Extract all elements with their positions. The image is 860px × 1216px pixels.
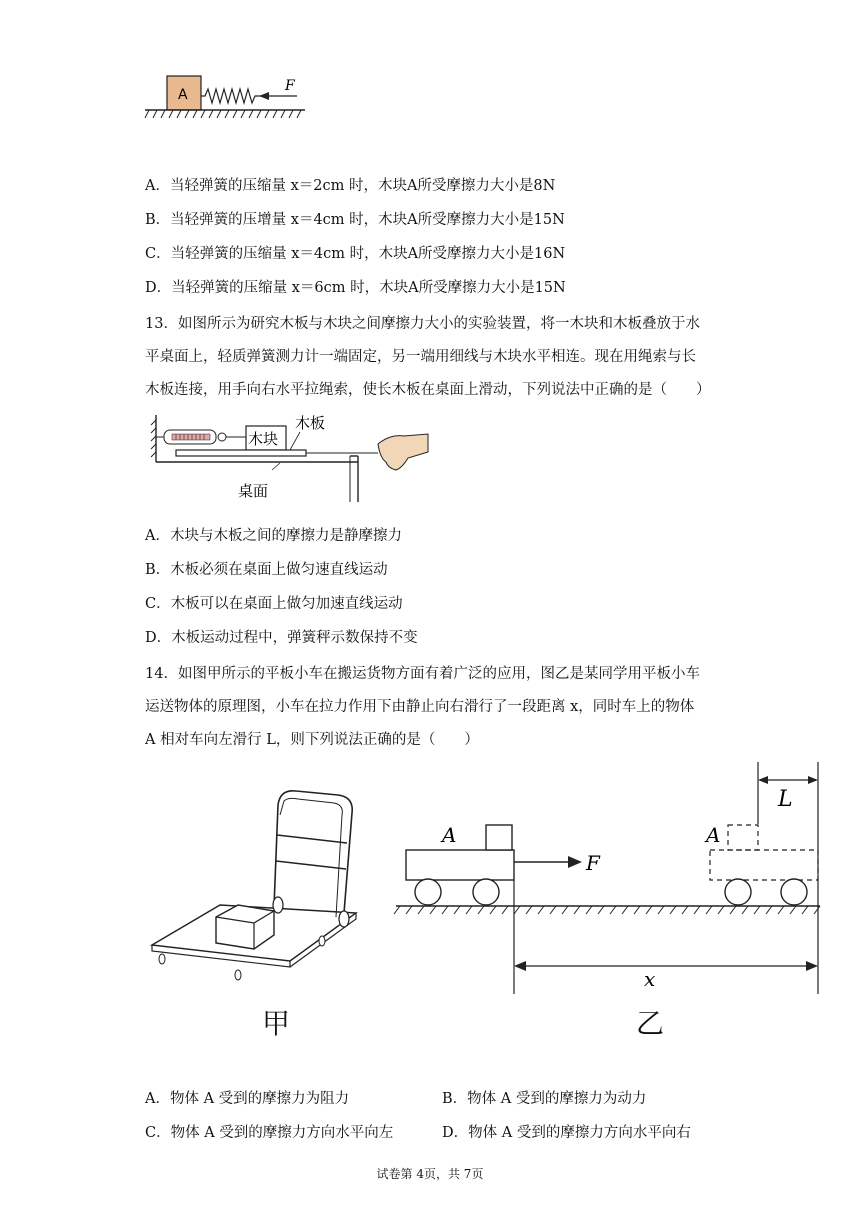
label-f: F xyxy=(586,851,600,875)
label-l: L xyxy=(778,787,793,812)
spring xyxy=(201,89,259,103)
label-x: x xyxy=(644,967,656,991)
hand-icon xyxy=(378,434,428,470)
q12-option-d: D．当轻弹簧的压缩量 x＝6cm 时，木块A所受摩擦力大小是15N xyxy=(145,280,566,296)
force-arrow-icon xyxy=(259,92,269,100)
q13-option-b: B．木板必须在桌面上做匀速直线运动 xyxy=(145,562,388,578)
cart-final xyxy=(710,850,818,880)
q13-option-a: A．木块与木板之间的摩擦力是静摩擦力 xyxy=(145,528,402,544)
object-a-initial xyxy=(486,825,512,850)
q14-line-3: A 相对车向左滑行 L，则下列说法正确的是（ ） xyxy=(145,732,479,748)
wood-board xyxy=(176,450,306,456)
q14-line-1: 14．如图甲所示的平板小车在搬运货物方面有着广泛的应用，图乙是某同学用平板小车 xyxy=(145,666,700,682)
wood-board-label: 木板 xyxy=(295,414,326,432)
page-footer: 试卷第 4页，共 7页 xyxy=(376,1167,484,1181)
q14-option-d: D．物体 A 受到的摩擦力方向水平向右 xyxy=(442,1125,691,1141)
q13-line-2: 平桌面上，轻质弹簧测力计一端固定，另一端用细线与木块水平相连。现在用绳索与长 xyxy=(145,349,696,365)
label-a-final: A xyxy=(706,823,721,847)
q12-option-c: C．当轻弹簧的压缩量 x＝4cm 时，木块A所受摩擦力大小是16N xyxy=(145,246,566,262)
q14-option-a: A．物体 A 受到的摩擦力为阻力 xyxy=(145,1091,350,1107)
q13-line-3: 木板连接，用手向右水平拉绳索，使长木板在桌面上滑动，下列说法中正确的是（ ） xyxy=(145,382,711,398)
cart-initial xyxy=(406,850,514,880)
q14-option-c: C．物体 A 受到的摩擦力方向水平向左 xyxy=(145,1125,394,1141)
q13-option-d: D．木板运动过程中，弹簧秤示数保持不变 xyxy=(145,630,418,646)
wood-block-label: 木块 xyxy=(248,430,279,448)
cart-diagram-figure xyxy=(390,760,830,1000)
block-a-label: A xyxy=(178,87,188,103)
label-a-initial: A xyxy=(442,823,457,847)
q14-option-b: B．物体 A 受到的摩擦力为动力 xyxy=(442,1091,647,1107)
object-a-final xyxy=(728,825,758,850)
hand-truck-figure xyxy=(148,785,368,985)
q12-option-a: A．当轻弹簧的压缩量 x＝2cm 时，木块A所受摩擦力大小是8N xyxy=(145,178,556,194)
force-arrow-icon xyxy=(568,856,582,868)
figure-jia-caption: 甲 xyxy=(262,1007,291,1040)
spring-block-figure xyxy=(145,70,315,122)
figure-yi-caption: 乙 xyxy=(636,1007,665,1040)
table-label: 桌面 xyxy=(238,482,269,500)
q12-option-b: B．当轻弹簧的压增量 x＝4cm 时，木块A所受摩擦力大小是15N xyxy=(145,212,565,228)
q13-option-c: C．木板可以在桌面上做匀加速直线运动 xyxy=(145,596,403,612)
friction-experiment-figure xyxy=(150,410,425,505)
q13-line-1: 13．如图所示为研究木板与木块之间摩擦力大小的实验装置，将一木块和木板叠放于水 xyxy=(145,316,700,332)
force-label: F xyxy=(285,78,295,94)
q14-line-2: 运送物体的原理图，小车在拉力作用下由静止向右滑行了一段距离 x，同时车上的物体 xyxy=(145,699,695,715)
